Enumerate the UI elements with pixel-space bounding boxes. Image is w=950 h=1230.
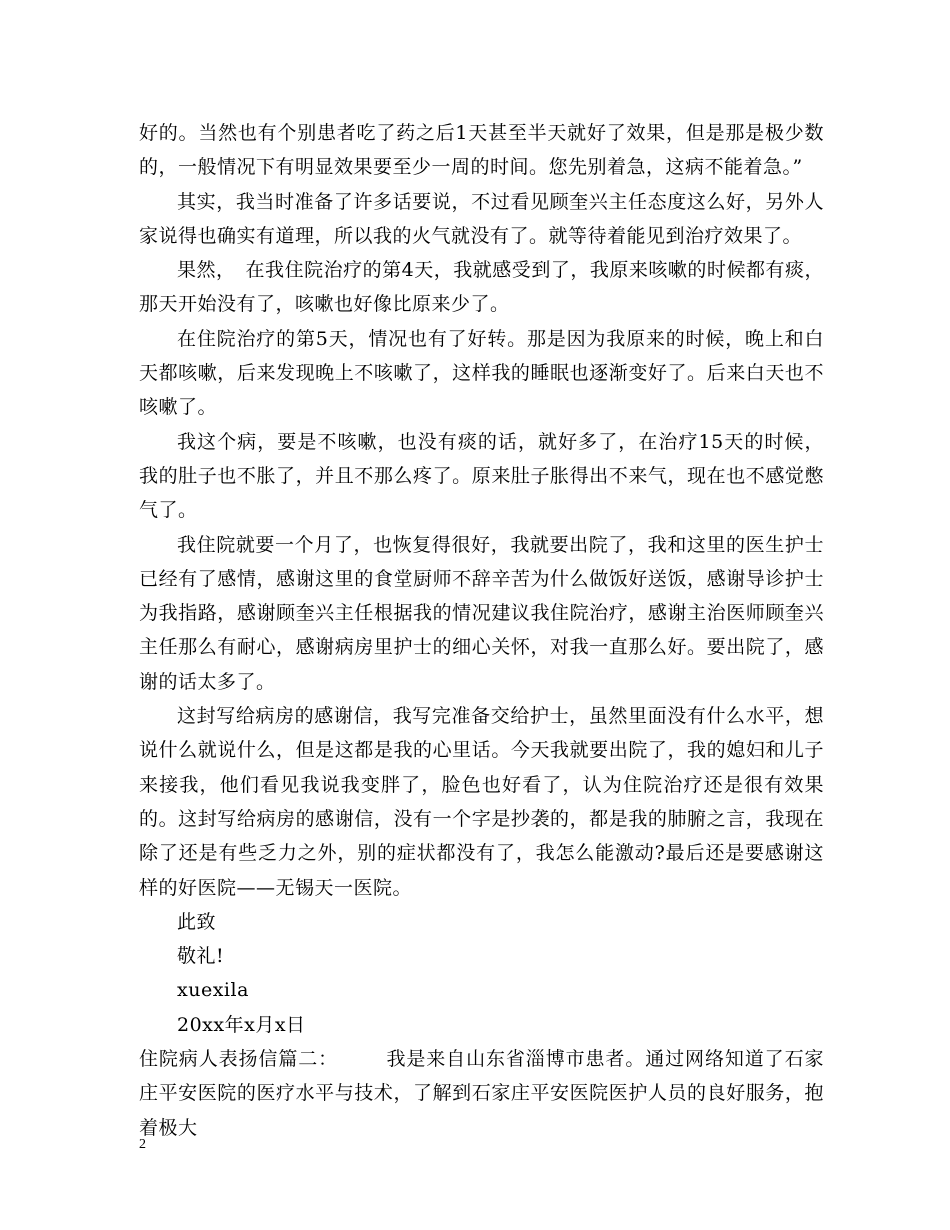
paragraph-continuation: 好的。当然也有个别患者吃了药之后1天甚至半天就好了效果，但是那是极少数的，一般情况下有明显效果要至少一周的时间。您先别着急，这病不能着急。”	[139, 122, 824, 179]
closing-salutation: 此致	[177, 910, 217, 933]
page-number: 2	[139, 1137, 146, 1152]
section-two-text: 我是来自山东省淄博市患者。通过网络知道了石家庄平安医院的医疗水平与技术，了解到石家庄平安医院医护人员的良好服务，抱着极大	[139, 1048, 824, 1139]
section-two-heading: 住院病人表扬信篇二：	[139, 1048, 339, 1071]
paragraph: 这封写给病房的感谢信，我写完准备交给护士，虽然里面没有什么水平，想说什么就说什么，但是这都是我的心里话。今天我就要出院了，我的媳妇和儿子来接我，他们看见我说我变胖了，脸色也好看了，认为住院治疗还是很有效果的。这封写给病房的感谢信，没有一个字是抄袭的，都是我的肺腑之言，我现在除了还是有些乏力之外，别的症状都没有了，我怎么能激动?最后还是要感谢这样的好医院——无锡天一医院。	[139, 705, 824, 899]
paragraph: 我这个病，要是不咳嗽，也没有痰的话，就好多了，在治疗15天的时候，我的肚子也不胀了，并且不那么疼了。原来肚子胀得出不来气，现在也不感觉憋气了。	[139, 430, 824, 522]
section-two-paragraph	[139, 1042, 824, 1145]
letter-body	[139, 116, 824, 1145]
paragraph: 我住院就要一个月了，也恢复得很好，我就要出院了，我和这里的医生护士已经有了感情，感谢这里的食堂厨师不辞辛苦为什么做饭好送饭，感谢导诊护士为我指路，感谢顾奎兴主任根据我的情况建议我住院治疗，感谢主治医师顾奎兴主任那么有耐心，感谢病房里护士的细心关怀，对我一直那么好。要出院了，感谢的话太多了。	[139, 533, 824, 693]
paragraph: 在住院治疗的第5天，情况也有了好转。那是因为我原来的时候，晚上和白天都咳嗽，后来发现晚上不咳嗽了，这样我的睡眠也逐渐变好了。后来白天也不咳嗽了。	[139, 327, 824, 419]
letter-date: 20xx年x月x日	[177, 1013, 306, 1036]
closing-respect: 敬礼!	[177, 945, 225, 968]
paragraph: 果然， 在我住院治疗的第4天，我就感受到了，我原来咳嗽的时候都有痰，那天开始没有了，咳嗽也好像比原来少了。	[139, 259, 824, 316]
paragraph: 其实，我当时准备了许多话要说，不过看见顾奎兴主任态度这么好，另外人家说得也确实有道理，所以我的火气就没有了。就等待着能见到治疗效果了。	[139, 190, 824, 247]
signature: xuexila	[177, 979, 249, 1002]
